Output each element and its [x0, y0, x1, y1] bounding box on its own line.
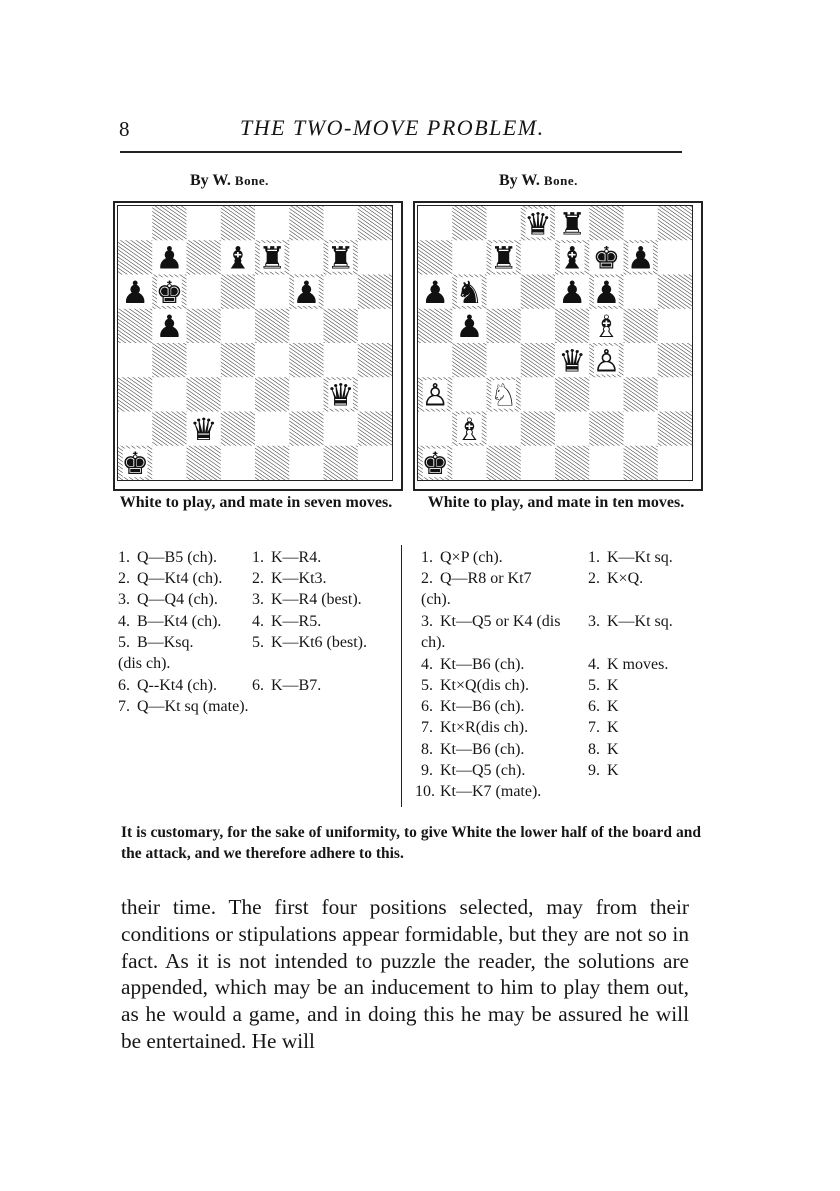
header-rule	[120, 151, 682, 153]
p1-white-move: 2. Q—Kt4 (ch).	[118, 570, 223, 587]
p2-white-move: 4. Kt—B6 (ch).	[421, 656, 525, 673]
dark-square	[358, 412, 392, 446]
dark-square	[658, 343, 692, 377]
dark-square	[152, 206, 186, 240]
footnote: It is customary, for the sake of uniformity, to give White the lower half of the board and the attack, and we therefore adhere to this.	[121, 824, 701, 862]
dark-square	[452, 343, 486, 377]
column-divider	[401, 545, 402, 807]
dark-square	[521, 412, 555, 446]
p1-white-move: 1. Q—B5 (ch).	[118, 549, 217, 566]
white-piece-f4: ♙	[592, 343, 621, 380]
body-paragraph: their time. The first four positions selected, may from their conditions or stipulations appear formidable, but they are not so in fact. As it is not intended to puzzle the reader, the solutions are appended, which may be an inducement to him to play them out, as he would a game, and in doing this he may be assured he will be entertained. He will	[121, 895, 689, 1053]
black-piece-e7: ♝	[558, 240, 586, 277]
white-piece-a1: ♚	[421, 446, 449, 480]
dark-square	[221, 275, 255, 309]
p1-black-move: 6. K—B7.	[252, 677, 322, 694]
white-piece-f5: ♗	[592, 309, 621, 346]
black-piece-a6: ♟	[121, 274, 149, 311]
p2-white-move: 2. Q—R8 or Kt7 (ch).	[421, 570, 532, 609]
p2-black-move: 7. K	[588, 719, 619, 736]
problem-1-caption	[190, 172, 269, 190]
dark-square	[358, 343, 392, 377]
dark-square	[221, 412, 255, 446]
p2-white-move: 5. Kt×Q(dis ch).	[421, 677, 530, 694]
dark-square	[324, 309, 358, 343]
black-piece-b5: ♟	[455, 309, 484, 346]
white-piece-d8: ♛	[524, 206, 552, 243]
black-piece-e4: ♛	[558, 343, 586, 380]
dark-square	[255, 309, 289, 343]
chess-diagram-1	[113, 201, 403, 491]
caption-composer: Bone.	[234, 173, 269, 188]
white-piece-c3: ♘	[489, 377, 518, 414]
black-piece-g7: ♜	[326, 240, 355, 277]
p2-black-move: 2. K×Q.	[588, 570, 644, 587]
page-number: 8	[119, 117, 130, 141]
p1-white-move: 4. B—Kt4 (ch).	[118, 613, 222, 630]
dark-square	[221, 206, 255, 240]
dark-square	[289, 343, 323, 377]
black-piece-b5: ♟	[155, 309, 184, 346]
dark-square	[418, 240, 452, 274]
black-piece-e6: ♟	[558, 274, 586, 311]
dark-square	[624, 309, 658, 343]
black-piece-b6: ♚	[155, 274, 184, 311]
p2-white-move: 1. Q×P (ch).	[421, 549, 503, 566]
p2-white-move: 7. Kt×R(dis ch).	[421, 719, 529, 736]
p1-white-move: 7. Q—Kt sq (mate).	[118, 698, 249, 715]
white-piece-b2: ♗	[455, 411, 484, 448]
chess-diagram-2	[413, 201, 703, 491]
white-piece-e8: ♜	[558, 206, 586, 243]
black-piece-g7: ♟	[626, 240, 655, 277]
dark-square	[324, 446, 358, 480]
dark-square	[187, 240, 221, 274]
problem-1-stipulation: White to play, and mate in seven moves.	[119, 494, 393, 511]
black-piece-e7: ♜	[258, 240, 286, 277]
black-piece-f6: ♟	[592, 274, 621, 311]
p1-black-move: 5. K—Kt6 (best).	[252, 634, 367, 651]
white-piece-a3: ♙	[421, 377, 449, 414]
p1-black-move: 4. K—R5.	[252, 613, 322, 630]
dark-square	[255, 377, 289, 411]
p2-black-move: 4. K moves.	[588, 656, 669, 673]
dark-square	[487, 446, 521, 480]
black-piece-c7: ♜	[489, 240, 518, 277]
dark-square	[187, 309, 221, 343]
p2-white-move: 3. Kt—Q5 or K4 (dis ch).	[421, 613, 561, 652]
problem-2-stipulation: White to play, and mate in ten moves.	[427, 494, 685, 511]
dark-square	[255, 446, 289, 480]
p1-black-move: 2. K—Kt3.	[252, 570, 327, 587]
dark-square	[152, 412, 186, 446]
p1-white-move: 6. Q--Kt4 (ch).	[118, 677, 217, 694]
dark-square	[418, 309, 452, 343]
caption-prefix: By W.	[190, 172, 231, 189]
black-piece-g3: ♛	[326, 377, 355, 414]
dark-square	[152, 343, 186, 377]
p1-white-move: 5. B—Ksq. (dis ch).	[118, 634, 194, 673]
dark-square	[487, 309, 521, 343]
p2-black-move: 3. K—Kt sq.	[588, 613, 673, 630]
dark-square	[624, 377, 658, 411]
dark-square	[589, 206, 623, 240]
caption-prefix: By W.	[499, 172, 540, 189]
p2-black-move: 1. K—Kt sq.	[588, 549, 673, 566]
black-piece-f6: ♟	[292, 274, 321, 311]
dark-square	[555, 309, 589, 343]
dark-square	[658, 412, 692, 446]
p2-black-move: 8. K	[588, 741, 619, 758]
dark-square	[452, 206, 486, 240]
running-title: THE TWO-MOVE PROBLEM.	[240, 115, 545, 140]
dark-square	[658, 275, 692, 309]
problem-2-caption	[499, 172, 578, 190]
caption-composer: Bone.	[543, 173, 578, 188]
dark-square	[589, 412, 623, 446]
dark-square	[521, 343, 555, 377]
p1-black-move: 3. K—R4 (best).	[252, 591, 362, 608]
black-piece-f7: ♚	[592, 240, 621, 277]
white-piece-a1: ♚	[121, 446, 149, 480]
dark-square	[289, 206, 323, 240]
black-piece-b7: ♟	[155, 240, 184, 277]
dark-square	[118, 309, 152, 343]
white-piece-d7: ♝	[224, 240, 252, 277]
p2-black-move: 6. K	[588, 698, 619, 715]
p2-white-move: 10. Kt—K7 (mate).	[415, 783, 542, 800]
dark-square	[118, 240, 152, 274]
dark-square	[187, 446, 221, 480]
p1-black-move: 1. K—R4.	[252, 549, 322, 566]
dark-square	[358, 206, 392, 240]
dark-square	[624, 446, 658, 480]
dark-square	[187, 377, 221, 411]
dark-square	[555, 446, 589, 480]
dark-square	[289, 412, 323, 446]
dark-square	[521, 275, 555, 309]
white-piece-c2: ♛	[189, 411, 218, 448]
black-piece-a6: ♟	[421, 274, 449, 311]
p2-black-move: 9. K	[588, 762, 619, 779]
dark-square	[555, 377, 589, 411]
dark-square	[358, 275, 392, 309]
p2-white-move: 6. Kt—B6 (ch).	[421, 698, 525, 715]
p2-white-move: 8. Kt—B6 (ch).	[421, 741, 525, 758]
p2-black-move: 5. K	[588, 677, 619, 694]
p1-white-move: 3. Q—Q4 (ch).	[118, 591, 218, 608]
black-piece-b6: ♞	[455, 274, 484, 311]
dark-square	[221, 343, 255, 377]
p2-white-move: 9. Kt—Q5 (ch).	[421, 762, 526, 779]
dark-square	[118, 377, 152, 411]
dark-square	[658, 206, 692, 240]
